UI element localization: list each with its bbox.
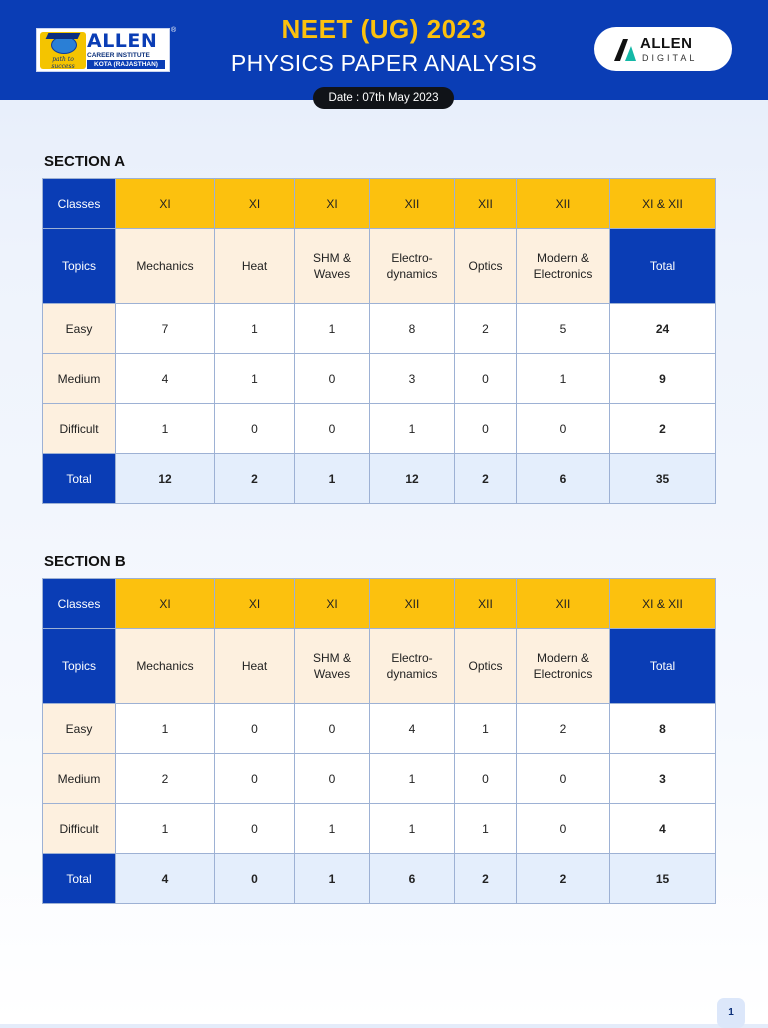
- topics-row: [43, 629, 716, 704]
- topic-cell: [116, 629, 215, 704]
- table-row: [43, 704, 716, 754]
- value-cell: 0: [295, 704, 370, 754]
- value-cell: 0: [295, 404, 370, 454]
- section-b-title: SECTION B: [44, 553, 126, 570]
- total-row: [43, 854, 716, 904]
- topic-cell: [455, 229, 517, 304]
- topic-cell: [517, 229, 610, 304]
- topic-label: SHM & Waves: [312, 251, 351, 281]
- value-cell: 1: [295, 304, 370, 354]
- value-cell: 7: [116, 304, 215, 354]
- value-cell: 8: [370, 304, 455, 354]
- total-cell: 4: [116, 854, 215, 904]
- row-total-cell: 8: [610, 704, 716, 754]
- registered-mark: ®: [171, 27, 177, 34]
- topic-label: Optics: [468, 659, 503, 673]
- table-row: [43, 804, 716, 854]
- value-cell: 4: [370, 704, 455, 754]
- total-cell: 1: [295, 854, 370, 904]
- value-cell: 0: [215, 754, 295, 804]
- total-cell: 2: [215, 454, 295, 504]
- row-label: Difficult: [43, 804, 116, 854]
- topic-label: Heat: [241, 659, 268, 673]
- value-cell: 1: [215, 304, 295, 354]
- topic-label: Heat: [241, 259, 268, 273]
- topic-cell: [517, 629, 610, 704]
- value-cell: 0: [215, 404, 295, 454]
- class-cell: XI: [116, 179, 215, 229]
- page-subtitle: PHYSICS PAPER ANALYSIS: [230, 50, 538, 76]
- class-cell: XII: [455, 179, 517, 229]
- topic-cell: [295, 629, 370, 704]
- total-cell: 2: [455, 454, 517, 504]
- topic-label: SHM & Waves: [312, 651, 351, 681]
- topics-label: Topics: [43, 629, 116, 704]
- class-cell: XI: [295, 579, 370, 629]
- total-cell: 6: [517, 454, 610, 504]
- total-header-cell: Total: [610, 229, 716, 304]
- total-header-cell: Total: [610, 629, 716, 704]
- topic-cell: [370, 629, 455, 704]
- total-cell: 12: [370, 454, 455, 504]
- value-cell: 1: [517, 354, 610, 404]
- page-header: [0, 0, 768, 100]
- topic-cell: [116, 229, 215, 304]
- value-cell: 2: [455, 304, 517, 354]
- table-row: [43, 304, 716, 354]
- value-cell: 5: [517, 304, 610, 354]
- topic-cell: [215, 629, 295, 704]
- value-cell: 2: [116, 754, 215, 804]
- total-cell: 1: [295, 454, 370, 504]
- value-cell: 1: [370, 404, 455, 454]
- topic-cell: [215, 229, 295, 304]
- total-cell: 12: [116, 454, 215, 504]
- classes-label: Classes: [43, 179, 116, 229]
- total-row-label: Total: [43, 454, 116, 504]
- section-b-table: [42, 578, 716, 904]
- class-cell: XI & XII: [610, 579, 716, 629]
- page-title: NEET (UG) 2023: [281, 14, 487, 44]
- value-cell: 0: [295, 354, 370, 404]
- section-a-title: SECTION A: [44, 153, 126, 170]
- value-cell: 0: [455, 404, 517, 454]
- class-cell: XII: [517, 179, 610, 229]
- class-cell: XI: [215, 179, 295, 229]
- row-total-cell: 4: [610, 804, 716, 854]
- class-cell: XII: [370, 179, 455, 229]
- section-a-table: [42, 178, 716, 504]
- class-cell: XII: [370, 579, 455, 629]
- row-label: Difficult: [43, 404, 116, 454]
- topic-label: Optics: [468, 259, 503, 273]
- topic-cell: [455, 629, 517, 704]
- classes-row: [43, 579, 716, 629]
- value-cell: 0: [517, 804, 610, 854]
- topics-row: [43, 229, 716, 304]
- date-badge: Date : 07th May 2023: [313, 87, 454, 109]
- logo-location: KOTA (RAJASTHAN): [87, 60, 165, 69]
- table-row: [43, 354, 716, 404]
- value-cell: 0: [455, 354, 517, 404]
- total-row-label: Total: [43, 854, 116, 904]
- row-total-cell: 24: [610, 304, 716, 354]
- value-cell: 1: [455, 704, 517, 754]
- topic-label: Electro- dynamics: [386, 251, 438, 281]
- total-cell: 2: [517, 854, 610, 904]
- value-cell: 1: [455, 804, 517, 854]
- classes-row: [43, 179, 716, 229]
- value-cell: 2: [517, 704, 610, 754]
- row-label: Medium: [43, 754, 116, 804]
- allen-digital-brand: ALLEN: [640, 35, 693, 52]
- total-cell: 2: [455, 854, 517, 904]
- allen-digital-logo: [594, 27, 732, 71]
- class-cell: XI: [295, 179, 370, 229]
- topics-label: Topics: [43, 229, 116, 304]
- topic-cell: [370, 229, 455, 304]
- class-cell: XI: [215, 579, 295, 629]
- class-cell: XII: [517, 579, 610, 629]
- allen-digital-sub: DIGITAL: [642, 53, 698, 63]
- row-total-cell: 3: [610, 754, 716, 804]
- total-cell: 0: [215, 854, 295, 904]
- total-cell: 6: [370, 854, 455, 904]
- topic-label: Modern & Electronics: [533, 651, 593, 681]
- class-cell: XI: [116, 579, 215, 629]
- table-row: [43, 754, 716, 804]
- value-cell: 1: [116, 704, 215, 754]
- row-total-cell: 9: [610, 354, 716, 404]
- value-cell: 3: [370, 354, 455, 404]
- value-cell: 0: [517, 754, 610, 804]
- value-cell: 1: [116, 404, 215, 454]
- value-cell: 1: [295, 804, 370, 854]
- row-label: Easy: [43, 304, 116, 354]
- value-cell: 4: [116, 354, 215, 404]
- logo-subtitle: CAREER INSTITUTE: [87, 52, 150, 59]
- value-cell: 1: [370, 754, 455, 804]
- value-cell: 1: [370, 804, 455, 854]
- topic-label: Mechanics: [136, 659, 194, 673]
- topic-label: Modern & Electronics: [533, 251, 593, 281]
- logo-tagline: path to success: [51, 56, 75, 69]
- logo-brand-text: ALLEN: [87, 30, 158, 52]
- value-cell: 0: [295, 754, 370, 804]
- topic-label: Electro- dynamics: [386, 651, 438, 681]
- topic-label: Mechanics: [136, 259, 194, 273]
- page-number: 1: [717, 998, 745, 1028]
- value-cell: 0: [517, 404, 610, 454]
- allen-a-mark-icon: [612, 37, 638, 63]
- table-row: [43, 404, 716, 454]
- value-cell: 1: [215, 354, 295, 404]
- value-cell: 0: [215, 804, 295, 854]
- total-row: [43, 454, 716, 504]
- class-cell: XII: [455, 579, 517, 629]
- row-label: Medium: [43, 354, 116, 404]
- grand-total-cell: 35: [610, 454, 716, 504]
- row-total-cell: 2: [610, 404, 716, 454]
- class-cell: XI & XII: [610, 179, 716, 229]
- row-label: Easy: [43, 704, 116, 754]
- topic-cell: [295, 229, 370, 304]
- value-cell: 0: [215, 704, 295, 754]
- value-cell: 1: [116, 804, 215, 854]
- value-cell: 0: [455, 754, 517, 804]
- classes-label: Classes: [43, 579, 116, 629]
- grand-total-cell: 15: [610, 854, 716, 904]
